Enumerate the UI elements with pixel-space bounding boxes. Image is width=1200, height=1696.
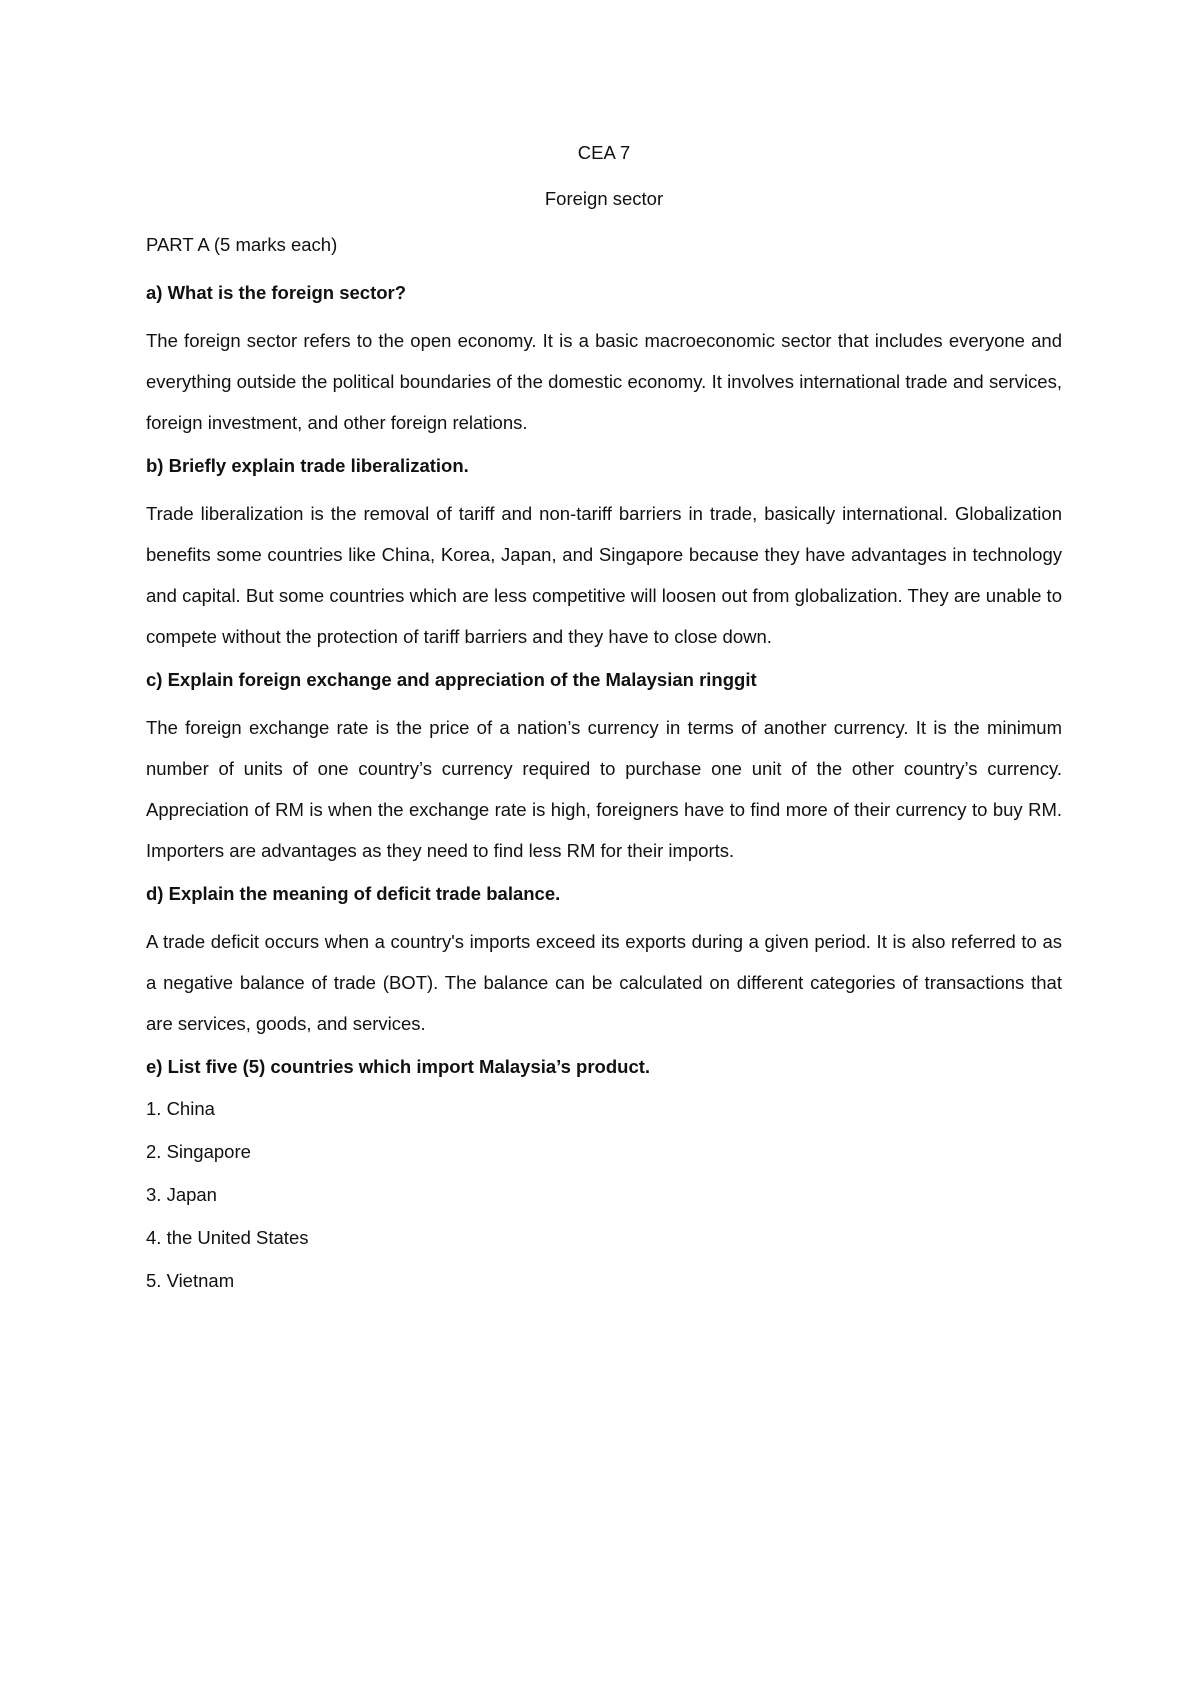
list-item: 5. Vietnam bbox=[146, 1270, 235, 1291]
country-list bbox=[146, 1096, 1062, 1294]
answer-b: Trade liberalization is the removal of tariff and non-tariff barriers in trade, basically international. Globalization benefits some countries like China, Korea, Japan, and Singapore because they have advantages in technology and capital. But some countries which are less competitive will loosen out from globalization. They are unable to compete without the protection of tariff barriers and they have to close down. bbox=[146, 503, 1062, 647]
question-e: e) List five (5) countries which import Malaysia’s product. bbox=[146, 1056, 651, 1077]
document-title: CEA 7 bbox=[577, 142, 631, 163]
question-c: c) Explain foreign exchange and appreciation of the Malaysian ringgit bbox=[146, 669, 757, 690]
list-item: 4. the United States bbox=[146, 1227, 309, 1248]
question-d: d) Explain the meaning of deficit trade balance. bbox=[146, 883, 561, 904]
question-a: a) What is the foreign sector? bbox=[146, 282, 407, 303]
list-item: 3. Japan bbox=[146, 1184, 217, 1205]
part-heading: PART A (5 marks each) bbox=[146, 234, 338, 255]
answer-c: The foreign exchange rate is the price of a nation’s currency in terms of another currency. It is the minimum number of units of one country’s currency required to purchase one unit of the other country’s currency. Appreciation of RM is when the exchange rate is high, foreigners have to find more of their currency to buy RM. Importers are advantages as they need to find less RM for their imports. bbox=[146, 717, 1062, 861]
document-subtitle: Foreign sector bbox=[544, 188, 664, 209]
document-page bbox=[146, 140, 1062, 1311]
list-item: 2. Singapore bbox=[146, 1141, 251, 1162]
answer-d: A trade deficit occurs when a country's imports exceed its exports during a given period. It is also referred to as a negative balance of trade (BOT). The balance can be calculated on different categories of transactions that are services, goods, and services. bbox=[146, 931, 1062, 1034]
question-b: b) Briefly explain trade liberalization. bbox=[146, 455, 469, 476]
list-item: 1. China bbox=[146, 1098, 215, 1119]
answer-a: The foreign sector refers to the open economy. It is a basic macroeconomic sector that includes everyone and everything outside the political boundaries of the domestic economy. It involves international trade and services, foreign investment, and other foreign relations. bbox=[146, 330, 1062, 433]
